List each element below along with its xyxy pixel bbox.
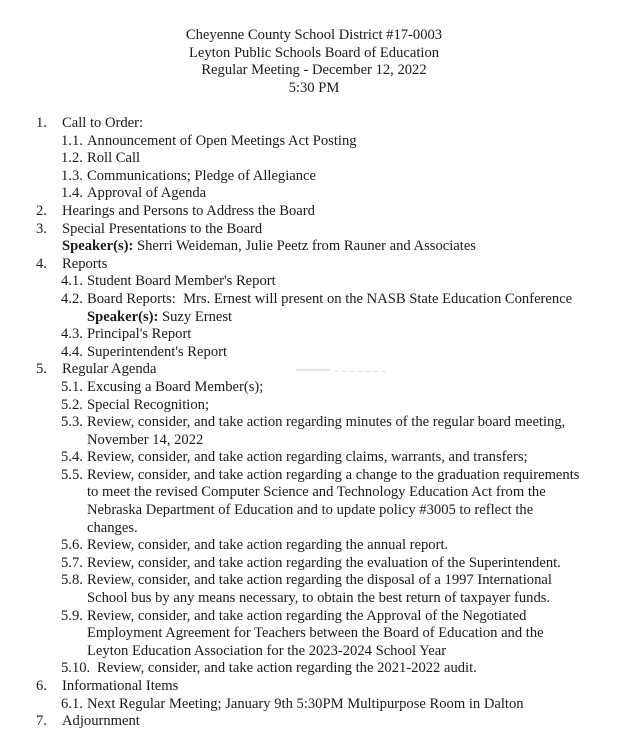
subitem-number: 5.1. <box>61 378 83 395</box>
agenda-subitem-5-3 <box>36 414 621 449</box>
subitem-text-line: to meet the revised Computer Science and Technology Education Act from the <box>87 484 546 501</box>
subitem-text: Special Recognition; <box>87 396 209 413</box>
agenda-subitem-5-5 <box>36 467 621 537</box>
agenda-item-2 <box>36 203 621 221</box>
subitem-number: 1.3. <box>61 167 83 184</box>
agenda-list <box>36 115 621 731</box>
speaker-line <box>36 309 621 327</box>
speaker-names: Suzy Ernest <box>158 308 233 325</box>
item-text: Informational Items <box>62 678 179 694</box>
subitem-text: Superintendent's Report <box>87 343 228 360</box>
subitem-text: Principal's Report <box>87 326 192 343</box>
subitem-text: Approval of Agenda <box>87 185 207 202</box>
subitem-number: 5.2. <box>61 396 83 413</box>
subitem-text: Review, consider, and take action regarding the 2021-2022 audit. <box>97 660 477 677</box>
item-text: Special Presentations to the Board <box>62 220 263 237</box>
item-number: 7. <box>36 713 47 730</box>
meeting-time: 5:30 PM <box>288 79 340 96</box>
item-text: Adjournment <box>62 713 140 730</box>
subitem-number: 1.4. <box>61 185 83 202</box>
agenda-item-7 <box>36 713 621 731</box>
agenda-subitem-5-6 <box>36 537 621 555</box>
document-header <box>0 27 628 97</box>
item-text: Hearings and Persons to Address the Board <box>62 202 315 219</box>
item-text: Call to Order: <box>62 115 144 131</box>
item-number: 3. <box>36 220 47 237</box>
agenda-item-3 <box>36 221 621 239</box>
district-name: Cheyenne County School District #17-0003 <box>185 27 443 43</box>
board-name: Leyton Public Schools Board of Education <box>188 44 440 61</box>
item-text: Regular Agenda <box>62 361 157 378</box>
item-number: 5. <box>36 361 47 378</box>
agenda-subitem-6-1 <box>36 696 621 714</box>
agenda-subitem-1-2 <box>36 150 621 168</box>
subitem-number: 5.6. <box>61 537 83 554</box>
speaker-label: Speaker(s): <box>87 308 159 325</box>
subitem-text: Announcement of Open Meetings Act Posting <box>87 132 357 149</box>
item-number: 1. <box>36 115 47 131</box>
subitem-text-line: Review, consider, and take action regarding a change to the graduation requirements <box>87 466 580 483</box>
meeting-title: Regular Meeting - December 12, 2022 <box>201 62 427 78</box>
subitem-number: 4.3. <box>61 326 83 343</box>
agenda-subitem-5-7 <box>36 555 621 573</box>
subitem-text: Review, consider, and take action regarding the evaluation of the Superintendent. <box>87 554 561 571</box>
subitem-number: 5.9. <box>61 607 83 624</box>
subitem-text-line: Employment Agreement for Teachers between the Board of Education and the <box>87 625 544 642</box>
agenda-item-4 <box>36 256 621 274</box>
agenda-subitem-4-4 <box>36 344 621 362</box>
subitem-number: 5.10. <box>61 660 91 677</box>
subitem-number: 1.1. <box>61 132 83 149</box>
subitem-text-line: Nebraska Department of Education and to update policy #3005 to reflect the <box>87 502 534 519</box>
subitem-text: Next Regular Meeting; January 9th 5:30PM Multipurpose Room in Dalton <box>87 695 524 712</box>
agenda-item-6 <box>36 678 621 696</box>
subitem-text: Excusing a Board Member(s); <box>87 378 264 395</box>
agenda-subitem-5-4 <box>36 449 621 467</box>
item-text: Reports <box>62 255 108 272</box>
speaker-names: Sherri Weideman, Julie Peetz from Rauner and Associates <box>133 238 476 255</box>
subitem-number: 4.2. <box>61 290 83 307</box>
subitem-text-line: November 14, 2022 <box>87 431 204 448</box>
agenda-subitem-5-8 <box>36 572 621 607</box>
speaker-label: Speaker(s): <box>62 238 134 255</box>
subitem-number: 5.7. <box>61 554 83 571</box>
subitem-number: 6.1. <box>61 695 83 712</box>
agenda-subitem-1-3 <box>36 168 621 186</box>
subitem-text-line: Leyton Education Association for the 2023-2024 School Year <box>87 642 447 659</box>
subitem-text: Student Board Member's Report <box>87 273 276 290</box>
agenda-subitem-1-1 <box>36 133 621 151</box>
subitem-text: Board Reports: Mrs. Ernest will present on the NASB State Education Conference <box>87 290 573 307</box>
subitem-number: 4.4. <box>61 343 83 360</box>
subitem-number: 5.5. <box>61 466 83 483</box>
speaker-line <box>36 238 621 256</box>
item-number: 6. <box>36 678 47 694</box>
subitem-text-line: Review, consider, and take action regarding the Approval of the Negotiated <box>87 607 527 624</box>
subitem-text-line: changes. <box>87 519 138 536</box>
subitem-number: 5.4. <box>61 449 83 466</box>
agenda-subitem-1-4 <box>36 185 621 203</box>
agenda-item-1 <box>36 115 621 133</box>
item-number: 2. <box>36 202 47 219</box>
agenda-subitem-5-9 <box>36 608 621 661</box>
subitem-text-line: Review, consider, and take action regarding minutes of the regular board meeting, <box>87 414 566 431</box>
subitem-text: Communications; Pledge of Allegiance <box>87 167 316 184</box>
subitem-number: 5.3. <box>61 414 83 431</box>
agenda-subitem-4-1 <box>36 273 621 291</box>
agenda-subitem-5-1 <box>36 379 621 397</box>
agenda-subitem-4-3 <box>36 326 621 344</box>
subitem-text: Review, consider, and take action regarding claims, warrants, and transfers; <box>87 449 528 466</box>
item-number: 4. <box>36 255 47 272</box>
subitem-text: Roll Call <box>87 150 141 167</box>
subitem-number: 1.2. <box>61 150 83 167</box>
subitem-number: 5.8. <box>61 572 83 589</box>
agenda-subitem-4-2 <box>36 291 621 309</box>
agenda-subitem-5-10 <box>36 660 621 678</box>
subitem-number: 4.1. <box>61 273 83 290</box>
subitem-text: Review, consider, and take action regarding the annual report. <box>87 537 449 554</box>
agenda-subitem-5-2 <box>36 397 621 415</box>
scan-mark <box>296 369 386 373</box>
subitem-text-line: Review, consider, and take action regarding the disposal of a 1997 International <box>87 572 552 589</box>
subitem-text-line: School bus by any means necessary, to obtain the best return of taxpayer funds. <box>87 590 551 607</box>
